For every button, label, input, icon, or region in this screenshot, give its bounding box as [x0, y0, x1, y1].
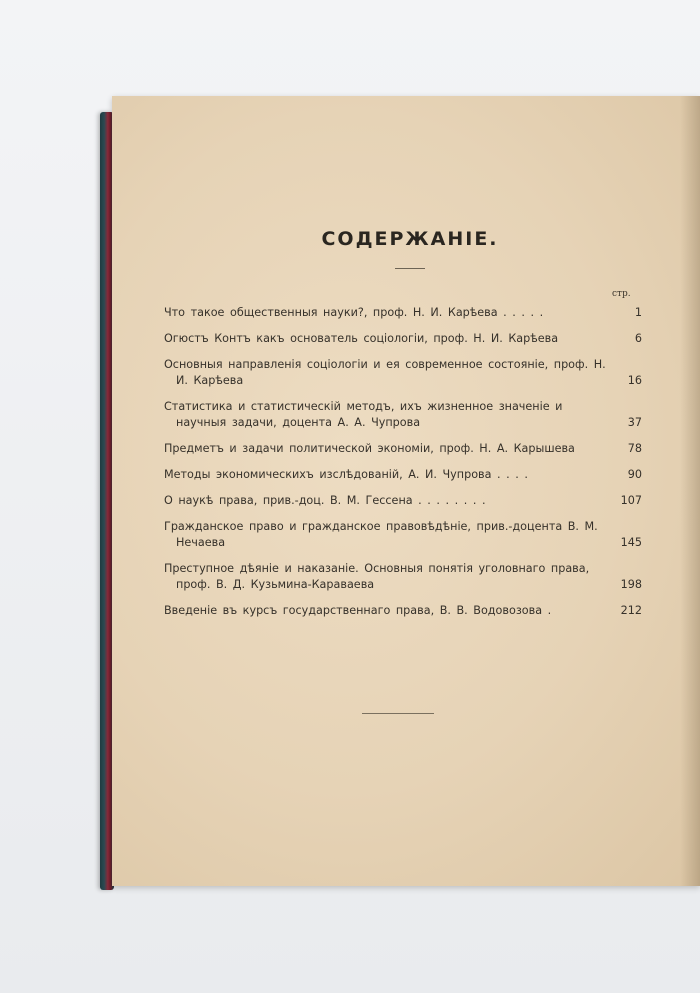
toc-entry-page: 145	[620, 536, 642, 549]
toc-entry	[164, 441, 642, 457]
toc-entry-page: 1	[634, 306, 642, 319]
toc-entry-page: 90	[627, 468, 642, 481]
toc-entry-title: Методы экономическихъ изслѣдованій, А. И. Чупрова . . . .	[164, 468, 528, 481]
page-column-label: стр.	[612, 289, 631, 299]
toc-entry-title: Статистика и статистическій методъ, ихъ жизненное значеніе и научныя задачи, доцента А. А. Чупрова	[164, 400, 563, 429]
toc-entry	[164, 357, 642, 389]
toc-entry-title: Гражданское право и гражданское правовѣдѣніе, прив.-доцента В. М. Нечаева	[164, 520, 598, 549]
toc-entry-title: Основныя направленія соціологіи и ея современное состояніе, проф. Н. И. Карѣева	[164, 358, 606, 387]
toc-entry-title: Что такое общественныя науки?, проф. Н. И. Карѣева . . . . .	[164, 306, 544, 319]
toc-entry-title: Введеніе въ курсъ государственнаго права, В. В. Водовозова .	[164, 604, 552, 617]
toc-entry-page: 107	[620, 494, 642, 507]
toc-entry-title: Огюстъ Контъ какъ основатель соціологіи, проф. Н. И. Карѣева	[164, 332, 559, 345]
toc-entry	[164, 519, 642, 551]
toc-entry	[164, 603, 642, 619]
toc-entry	[164, 399, 642, 431]
toc-entry-title: Преступное дѣяніе и наказаніе. Основныя понятія уголовнаго права, проф. В. Д. Кузьмина-Караваева	[164, 562, 590, 591]
toc-entry-title: Предметъ и задачи политической экономіи, проф. Н. А. Карышева	[164, 442, 575, 455]
toc-entry-page: 198	[620, 578, 642, 591]
toc-entry-page: 16	[627, 374, 642, 387]
toc-entry-title: О наукѣ права, прив.-доц. В. М. Гессена . . . . . . . .	[164, 494, 486, 507]
toc-entry	[164, 305, 642, 321]
toc-entry-page: 6	[634, 332, 642, 345]
toc-entry-page: 212	[620, 604, 642, 617]
contents-heading: СОДЕРЖАНІЕ.	[321, 228, 499, 250]
toc-entry-page: 78	[627, 442, 642, 455]
book-page	[112, 96, 700, 886]
table-of-contents	[164, 305, 642, 629]
heading-divider	[395, 268, 425, 269]
toc-entry	[164, 331, 642, 347]
closing-divider	[362, 713, 434, 714]
toc-entry	[164, 467, 642, 483]
toc-entry	[164, 561, 642, 593]
toc-entry	[164, 493, 642, 509]
toc-entry-page: 37	[627, 416, 642, 429]
